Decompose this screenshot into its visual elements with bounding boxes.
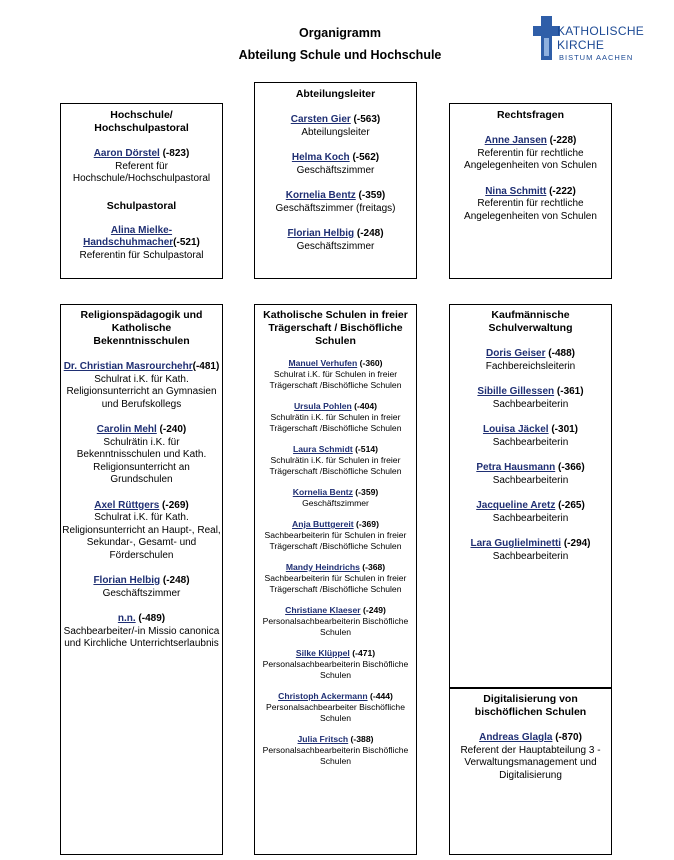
person-name-link[interactable]: Florian Helbig (287, 228, 355, 239)
person-entry (61, 424, 222, 487)
phone-extension: (-481) (192, 361, 220, 372)
person-entry (450, 538, 611, 563)
person-role: Schulrat i.K. für Kath. Religionsunterricht an Gymnasien und Berufskollegs (66, 373, 217, 410)
phone-extension: (-228) (546, 135, 577, 146)
person-entry (255, 691, 416, 724)
box-abteilungsleiter (254, 82, 417, 279)
phone-extension: (-269) (159, 499, 189, 511)
person-role: Sachbearbeiterin für Schulen in freier Trägerschaft /Bischöfliche Schulen (264, 530, 407, 551)
person-entry (255, 401, 416, 434)
person-role: Sachbearbeiterin (492, 512, 569, 524)
person-role: Sachbearbeiterin (492, 474, 569, 486)
person-name-link[interactable]: Petra Hausmann (476, 462, 556, 473)
person-name-link[interactable]: Jacqueline Aretz (476, 500, 556, 511)
phone-extension: (-222) (546, 185, 576, 197)
logo-line1: KATHOLISCHE (557, 24, 645, 38)
person-name-link[interactable]: Silke Klüppel (295, 648, 350, 658)
phone-extension: (-870) (552, 732, 582, 743)
phone-extension: (-301) (548, 424, 579, 435)
box-header: Rechtsfragen (496, 109, 565, 121)
person-name-link[interactable]: Christiane Klaeser (285, 605, 361, 615)
person-entry (255, 358, 416, 391)
phone-extension: (-359) (355, 190, 386, 201)
person-name-link[interactable]: Mandy Heindrichs (285, 562, 360, 572)
person-name-link[interactable]: Kornelia Bentz (292, 487, 353, 497)
box-header: Hochschule/ Hochschulpastoral (94, 109, 189, 134)
person-role: Geschäftszimmer (302, 498, 369, 508)
person-entry (450, 135, 611, 173)
person-entry (61, 500, 222, 563)
person-entry (255, 190, 416, 215)
person-name-link[interactable]: Carsten Gier (290, 114, 351, 125)
person-role: Personalsachbearbeiter Bischöfliche Schulen (265, 702, 405, 723)
person-name-link[interactable]: Ursula Pohlen (293, 401, 352, 411)
box-rechtsfragen (449, 103, 612, 279)
person-name-link[interactable]: Kornelia Bentz (285, 190, 356, 201)
box-religionspaedagogik (60, 304, 223, 855)
person-name-link[interactable]: Andreas Glagla (479, 732, 553, 743)
box-header: Religionspädagogik und Katholische Bekenntnisschulen (80, 309, 203, 347)
phone-extension: (-361) (554, 386, 584, 397)
person-name-link[interactable]: Dr. Christian Masrourchehr (63, 361, 193, 372)
box-header: Kaufmännische Schulverwaltung (488, 309, 573, 334)
person-name-link[interactable]: Florian Helbig (93, 575, 161, 586)
person-entry (255, 648, 416, 681)
person-name-link[interactable]: Laura Schmidt (292, 444, 353, 454)
person-entry (450, 462, 611, 487)
person-role: Sachbearbeiterin (492, 436, 569, 448)
person-name-link[interactable]: Anja Buttgereit (292, 519, 354, 529)
person-entry (255, 562, 416, 595)
person-role: Abteilungsleiter (301, 126, 370, 138)
person-entry (450, 348, 611, 373)
person-entry (255, 152, 416, 177)
person-entry (61, 225, 222, 263)
person-name-link[interactable]: Julia Fritsch (297, 734, 349, 744)
person-role: Referentin für Schulpastoral (79, 249, 204, 261)
box-subheader: Schulpastoral (106, 199, 177, 212)
logo-line2: KIRCHE (557, 38, 605, 52)
person-role: Schulrat i.K. für Kath. Religionsunterricht an Haupt-, Real, Sekundar-, Gesamt- und Förderschulen (62, 512, 221, 561)
person-name-link[interactable]: Louisa Jäckel (482, 424, 549, 435)
person-name-link[interactable]: n.n. (117, 613, 136, 624)
person-name-link[interactable]: Anne Jansen (484, 135, 547, 146)
person-role: Geschäftszimmer (296, 240, 375, 252)
person-role: Referentin für rechtliche Angelegenheiten von Schulen (464, 198, 597, 222)
cross-icon-bar (533, 26, 560, 36)
person-role: Sachbearbeiter/-in Missio canonica und Kirchliche Unterrichtserlaubnis (63, 625, 220, 649)
person-name-link[interactable]: Christoph Ackermann (278, 691, 368, 701)
box-digitalisierung (449, 688, 612, 855)
cross-icon-shade (544, 38, 549, 56)
person-entry (450, 424, 611, 449)
person-name-link[interactable]: Manuel Verhufen (288, 358, 358, 368)
person-role: Schulrätin i.K. für Schulen in freier Trägerschaft /Bischöfliche Schulen (269, 455, 402, 476)
person-entry (61, 148, 222, 186)
diocese-logo (531, 14, 661, 64)
person-role: Schulrat i.K. für Schulen in freier Trägerschaft /Bischöfliche Schulen (269, 369, 402, 390)
person-entry (450, 386, 611, 411)
phone-extension: (-444) (367, 691, 393, 701)
box-hochschule (60, 103, 223, 279)
person-entry (255, 605, 416, 638)
person-name-link[interactable]: Sibille Gillessen (477, 386, 555, 397)
person-entry (61, 575, 222, 600)
person-role: Geschäftszimmer (102, 587, 181, 599)
box-header: Abteilungsleiter (295, 88, 376, 100)
person-role: Geschäftszimmer (296, 164, 375, 176)
person-entry (61, 361, 222, 411)
person-name-link[interactable]: Doris Geiser (486, 348, 546, 359)
phone-extension: (-248) (160, 575, 190, 586)
person-role: Personalsachbearbeiterin Bischöfliche Schulen (262, 616, 409, 637)
page-title: Organigramm (299, 26, 381, 40)
person-entry (255, 444, 416, 477)
person-name-link[interactable]: Helma Koch (291, 152, 350, 163)
person-name-link[interactable]: Nina Schmitt (485, 185, 547, 197)
phone-extension: (-471) (349, 648, 376, 658)
phone-extension: (-366) (555, 462, 585, 473)
phone-extension: (-489) (135, 613, 166, 624)
person-entry (255, 114, 416, 139)
phone-extension: (-521) (173, 237, 200, 248)
page-subtitle: Abteilung Schule und Hochschule (238, 48, 442, 62)
person-entry (255, 228, 416, 253)
box-header: Katholische Schulen in freier Trägerschaft / Bischöfliche Schulen (263, 309, 408, 347)
phone-extension: (-562) (349, 152, 380, 163)
person-role: Personalsachbearbeiterin Bischöfliche Schulen (262, 745, 409, 766)
phone-extension: (-249) (360, 605, 386, 615)
phone-extension: (-823) (159, 148, 190, 159)
person-role: Personalsachbearbeiterin Bischöfliche Schulen (262, 659, 409, 680)
phone-extension: (-360) (357, 358, 383, 368)
phone-extension: (-388) (348, 734, 374, 744)
person-role: Sachbearbeiterin für Schulen in freier Trägerschaft /Bischöfliche Schulen (264, 573, 407, 594)
person-entry (450, 732, 611, 782)
person-role: Fachbereichsleiterin (485, 360, 576, 372)
phone-extension: (-265) (555, 500, 585, 511)
phone-extension: (-563) (350, 114, 381, 125)
box-header: Digitalisierung von bischöflichen Schulen (474, 693, 587, 718)
person-role: Schulrätin i.K. für Bekenntnisschulen und Kath. Religionsunterricht an Grundschulen (76, 436, 207, 485)
box-katholische-schulen (254, 304, 417, 855)
person-role: Sachbearbeiterin (492, 550, 569, 562)
person-role: Referent für Hochschule/Hochschulpastoral (72, 160, 211, 184)
person-role: Referentin für rechtliche Angelegenheiten von Schulen (464, 147, 597, 171)
phone-extension: (-404) (351, 401, 378, 411)
person-entry (255, 734, 416, 767)
phone-extension: (-514) (352, 444, 378, 454)
logo-line3: BISTUM AACHEN (559, 53, 634, 62)
person-role: Sachbearbeiterin (492, 398, 569, 410)
phone-extension: (-369) (353, 519, 379, 529)
person-name-link[interactable]: Alina Mielke-Handschuhmacher (83, 224, 174, 248)
person-name-link[interactable]: Axel Rüttgers (94, 499, 160, 511)
person-role: Schulrätin i.K. für Schulen in freier Trägerschaft /Bischöfliche Schulen (269, 412, 402, 433)
person-entry (255, 487, 416, 509)
person-entry (450, 500, 611, 525)
box-kaufmaennische-schulverwaltung (449, 304, 612, 688)
person-name-link[interactable]: Carolin Mehl (96, 424, 157, 435)
phone-extension: (-240) (156, 424, 187, 435)
person-entry (450, 186, 611, 224)
phone-extension: (-248) (354, 228, 384, 239)
person-entry (61, 613, 222, 651)
phone-extension: (-359) (352, 487, 379, 497)
phone-extension: (-488) (545, 348, 575, 359)
person-name-link[interactable]: Aaron Dörstel (93, 148, 160, 159)
person-role: Referent der Hauptabteilung 3 - Verwaltungsmanagement und Digitalisierung (460, 744, 601, 781)
person-role: Geschäftszimmer (freitags) (275, 202, 396, 214)
person-name-link[interactable]: Lara Guglielminetti (470, 538, 562, 549)
phone-extension: (-368) (359, 562, 386, 572)
person-entry (255, 519, 416, 552)
phone-extension: (-294) (561, 538, 591, 549)
